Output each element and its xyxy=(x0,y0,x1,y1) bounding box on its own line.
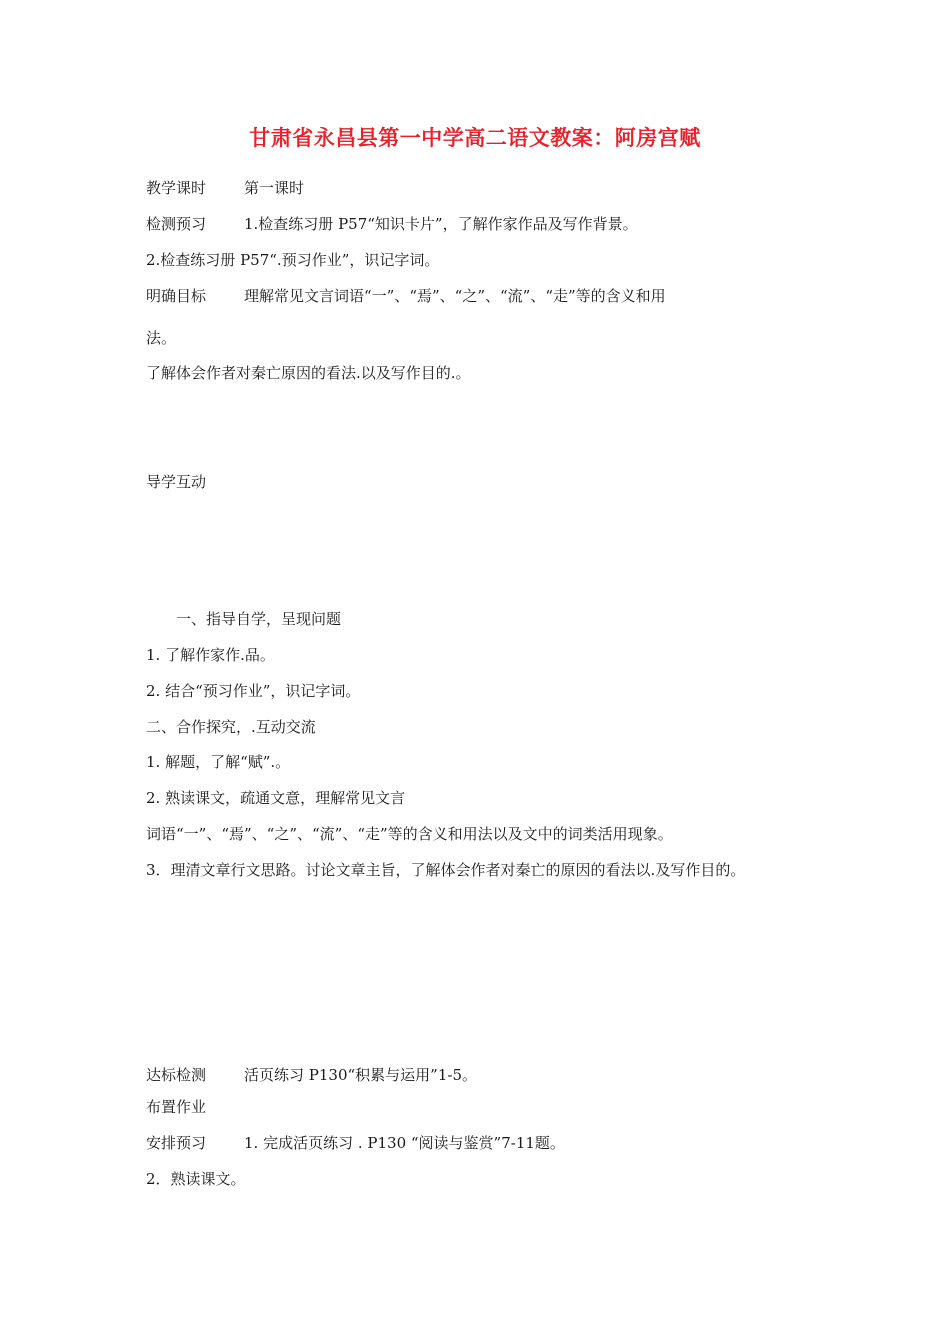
homework-heading: 布置作业 xyxy=(146,1098,207,1116)
guide-s2-item-2-cont: 词语“一”、“焉”、“之”、“流”、“走”等的含义和用法以及文中的词类活用现象。 xyxy=(146,825,673,843)
lesson-time-label: 教学课时 xyxy=(146,179,207,197)
guide-s1-item-2: 2. 结合“预习作业”，识记字词。 xyxy=(146,682,361,700)
guide-s2-item-3: 3．理清文章行文思路。讨论文章主旨，了解体会作者对秦亡的原因的看法以.及写作目的。 xyxy=(146,861,746,879)
preview-check-item-2: 2.检查练习册 P57“.预习作业”，识记字词。 xyxy=(146,251,440,269)
guide-s2-item-1: 1. 解题，了解“赋”.。 xyxy=(146,753,291,771)
lesson-time-row xyxy=(146,178,304,198)
goals-item-1b: 法。 xyxy=(146,329,177,347)
lesson-time-value: 第一课时 xyxy=(244,179,305,197)
homework-label: 安排预习 xyxy=(146,1134,207,1152)
goals-label: 明确目标 xyxy=(146,287,207,305)
goals-item-2: 了解体会作者对秦亡原因的看法.以及写作目的.。 xyxy=(146,364,471,382)
guide-section-1: 一、指导自学，呈现问题 xyxy=(176,610,342,628)
guide-s2-item-2: 2. 熟读课文，疏通文意，理解常见文言 xyxy=(146,789,406,807)
goals-row xyxy=(146,286,666,306)
check-label: 达标检测 xyxy=(146,1066,207,1084)
guide-s1-item-1: 1. 了解作家作.品。 xyxy=(146,646,275,664)
preview-check-label: 检测预习 xyxy=(146,215,207,233)
page-title: 甘肃省永昌县第一中学高二语文教案：阿房宫赋 xyxy=(249,126,701,150)
check-value: 活页练习 P130“积累与运用”1-5。 xyxy=(244,1066,477,1084)
homework-item-1: 1. 完成活页练习 . P130 “阅读与鉴赏”7-11题。 xyxy=(244,1134,565,1152)
preview-check-row xyxy=(146,214,638,234)
goals-item-1a: 理解常见文言词语“一”、“焉”、“之”、“流”、“走”等的含义和用 xyxy=(244,287,666,305)
guide-heading: 导学互动 xyxy=(146,473,207,491)
preview-check-item-1: 1.检查练习册 P57“知识卡片”，了解作家作品及写作背景。 xyxy=(244,215,638,233)
check-row xyxy=(146,1065,477,1085)
guide-section-2: 二、合作探究，.互动交流 xyxy=(146,718,316,736)
homework-item-2: 2．熟读课文。 xyxy=(146,1170,246,1188)
homework-row xyxy=(146,1133,565,1153)
